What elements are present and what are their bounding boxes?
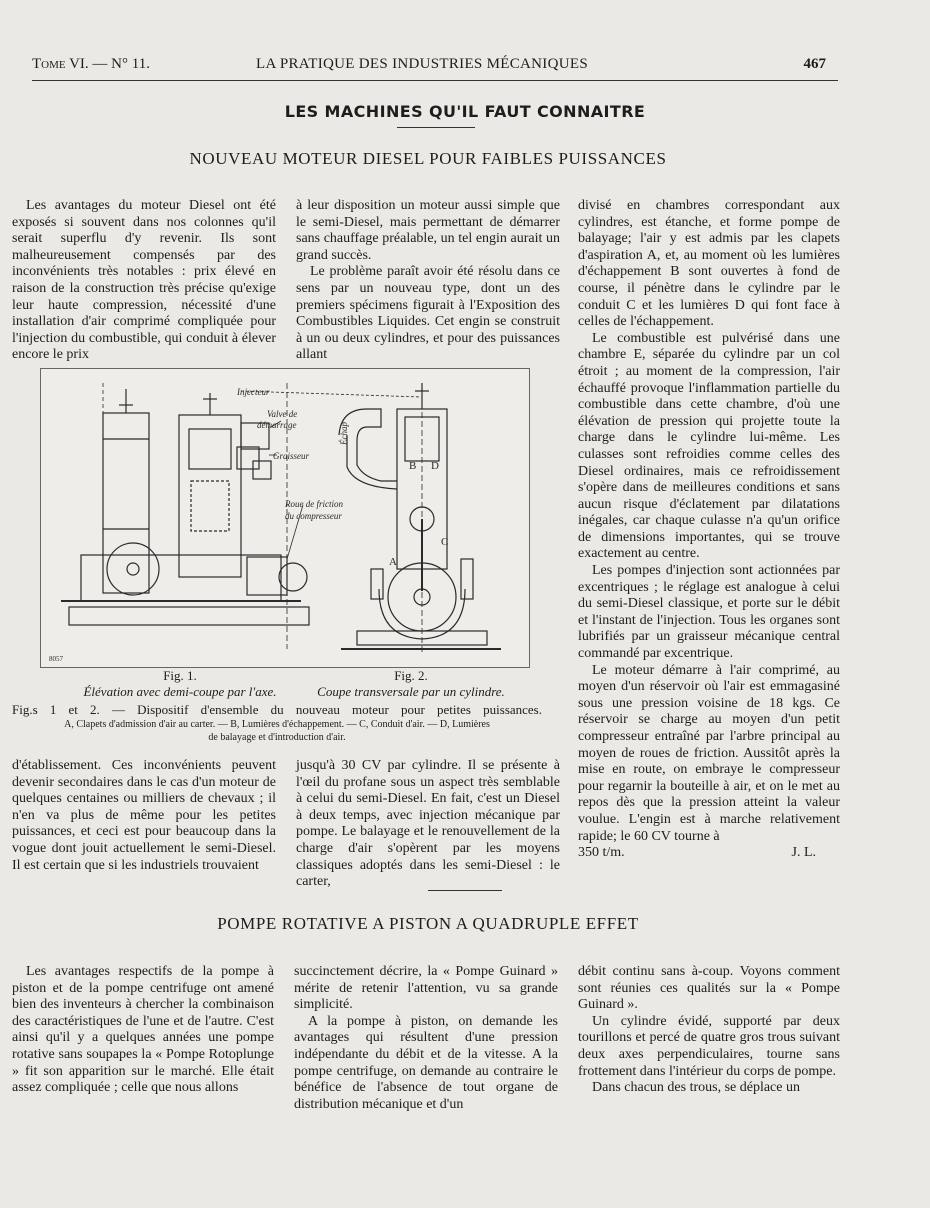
label-injecteur: Injecteur [237,387,270,397]
page-number: 467 [803,56,826,72]
paragraph: divisé en chambres correspondant aux cylindres, est étanche, et forme pompe de balayage; l'air y est admis par les clapets d'aspiration A, et, au moment où les lumières d'échappement B sont ouvertes à fond de course, il pénètre dans le cylindre par le conduit C et les lumières D qui font face à celles de l'échappement. [578,198,840,330]
article2-column3 [578,964,840,1097]
article1-column1-bottom [12,758,276,874]
running-head [32,56,828,76]
paragraph: A la pompe à piston, on demande les avantages qui résultent d'une pression indépendante du débit et de la vitesse. A la pompe centrifuge, on demande au contraire le bénéfice de l'absence de tout organe de distribution mécanique et d'un [294,1013,558,1112]
paragraph: Les pompes d'injection sont actionnées par excentriques ; le réglage est analogue à celui du semi-Diesel classique, et porte sur le débit et l'instant de l'injection. Tous les organes sont lubrifiés par un graisseur mécanique central commandé par excentrique. [578,563,840,662]
label-roue-friction: Roue de friction [285,499,343,509]
label-compresseur: du compresseur [285,511,342,521]
paragraph: succinctement décrire, la « Pompe Guinard » mérite de retenir l'attention, vu sa grande simplicité. [294,964,558,1013]
figure-caption [12,702,542,744]
fig1-label-block [80,668,280,700]
article1-column1-top [12,198,276,364]
label-B: B [409,460,417,472]
paragraph: débit continu sans à-coup. Voyons comment sont réunies ces qualités sur la « Pompe Guinard ». [578,964,840,1013]
article-title-diesel: NOUVEAU MOTEUR DIESEL POUR FAIBLES PUISSANCES [189,149,667,168]
closing-line [578,845,840,862]
article1-column3 [578,198,840,862]
fig1-label: Fig. 1. [163,668,197,683]
caption-legend-line2: de balayage et d'introduction d'air. [208,732,346,743]
section-title: LES MACHINES QU'IL FAUT CONNAITRE [284,102,646,121]
label-demarrage: démarrage [257,420,297,430]
engine-drawing [41,369,529,667]
paragraph: Dans chacun des trous, se déplace un [592,1080,800,1096]
article-separator [428,890,502,891]
label-graisseur: Graisseur [273,451,310,461]
caption-main: Fig.s 1 et 2. — Dispositif d'ensemble du nouveau moteur pour petites puissances. [12,702,542,717]
journal-title: LA PRATIQUE DES INDUSTRIES MÉCANIQUES [256,56,588,72]
label-echap: Échap [339,422,349,445]
engine-figure [40,368,530,668]
figure-code: 8057 [49,655,63,663]
header-rule [32,80,838,81]
article-title-pompe: POMPE ROTATIVE A PISTON A QUADRUPLE EFFET [217,914,639,933]
article1-column2-bottom [296,758,560,891]
cylinder-section [179,415,241,577]
article1-column2-top [296,198,560,364]
article2-column2 [294,964,558,1113]
paragraph: Les avantages du moteur Diesel ont été exposés si souvent dans nos colonnes qu'il serait superflu d'y revenir. Ils sont malheureusement compensés par des inconvénients très notables : prix élevé en raison de la construction très précise qu'exige leur haute compression, nécessité d'une installation d'air comprimé compliquée pour l'injection du combustible, qui conduit à élever encore le prix [12,198,276,363]
label-valve: Valve de [267,409,298,419]
paragraph: Les avantages respectifs de la pompe à piston et de la pompe centrifuge ont amené bien des inventeurs à chercher la combinaison des caractéristiques de l'une et de l'autre. C'est ainsi qu'il y a quelques années une pompe rotative sans soupapes la « Pompe Rotoplunge » fit son apparition sur le marché. Elle était assez compliquée ; celle que nous allons [12,964,274,1096]
fig1-caption: Élévation avec demi-coupe par l'axe. [83,684,277,699]
cylinder-housing-left [103,413,149,593]
paragraph: jusqu'à 30 CV par cylindre. Il se présente à l'œil du profane sous un aspect très semblable à celui du semi-Diesel. En fait, c'est un Diesel à deux temps, avec injection mécanique par pompe. Le balayage et le renouvellement de la charge d'air s'opèrent par les moyens classiques adoptés dans les semi-Diesel : le carter, [296,758,560,890]
author-signature: J. L. [791,845,816,861]
article2-column1 [12,964,274,1097]
closing-text: 350 t/m. [578,845,625,861]
fig2-label: Fig. 2. [394,668,428,683]
caption-legend-line1: A, Clapets d'admission d'air au carter. — B, Lumières d'échappement. — C, Conduit d'air. — D, Lumières [64,719,490,730]
label-A: A [389,556,397,568]
paragraph: Le combustible est pulvérisé dans une chambre E, séparée du cylindre par un col étroit ; au moment de la compression, l'air échauffé provoque l'inflammation partielle du combustible dans cette chambre, d'où une élévation de pression qui projette toute la charge dans le cylindre lui-même. Les culasses sont refroidies comme celles des Diesel ordinaires, mais ce refroidissement s'opère dans de meilleures conditions et sans aucun risque d'éclatement par dilatations inégales, car chaque culasse n'a qu'un orifice de dimensions importantes, qui se trouve exactement au centre. [578,330,840,562]
label-D: D [431,460,439,472]
fig2-label-block [306,668,516,700]
section-title-underline [397,127,475,128]
paragraph: Le problème paraît avoir été résolu dans ce sens par un nouveau type, dont un des premiers spécimens figurait à l'Exposition des Combustibles Liquides. Cet engin se construit à un ou deux cylindres, et pour des puissances allant [296,264,560,363]
fig2-caption: Coupe transversale par un cylindre. [317,684,505,699]
paragraph: Un cylindre évidé, supporté par deux tourillons et percé de quatre gros trous suivant deux axes perpendiculaires, tourne sans frottement dans l'intérieur du corps de pompe. [578,1013,840,1079]
flywheel [107,543,159,595]
volume-number: Tome VI. — N° 11. [32,56,150,72]
paragraph: d'établissement. Ces inconvénients peuvent devenir secondaires dans le cas d'un moteur de quelques centaines ou milliers de chevaux ; il n'en va plus de même pour les petites puissances, et ceci est pour beaucoup dans la vogue dont jouit actuellement le semi-Diesel. Il est certain que si les industriels trouvaient [12,758,276,873]
paragraph: Le moteur démarre à l'air comprimé, au moyen d'un réservoir où l'air est emmagasiné sous une pression voisine de 18 kgs. Ce réservoir se charge au moyen d'un petit compresseur entraîné par l'arbre principal au moyen de roues de friction. Aussitôt après la mise en route, on embraye le compresseur pour regarnir la bouteille à air, et on le met au repos dès que la pression atteint la valeur voulue. L'engin est à marche relativement rapide; le 60 CV tourne à [578,662,840,844]
label-C: C [441,536,449,548]
paragraph: à leur disposition un moteur aussi simple que le semi-Diesel, mais permettant de démarrer sans chauffage préalable, un tel engin aurait un grand succès. [296,198,560,263]
